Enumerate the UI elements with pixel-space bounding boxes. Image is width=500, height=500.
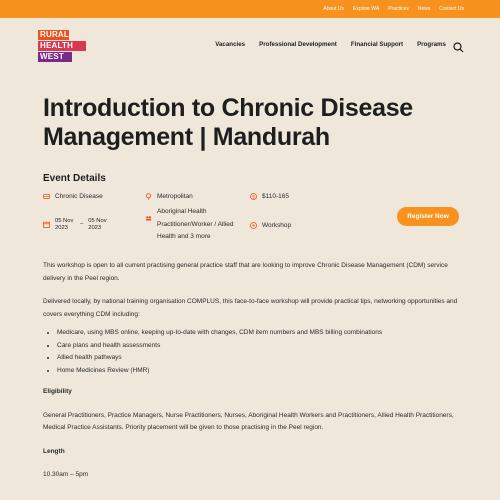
search-icon[interactable] bbox=[453, 40, 464, 51]
list-item: • Care plans and health assessments bbox=[57, 340, 461, 353]
page-title: Introduction to Chronic Disease Management | Mandurah bbox=[43, 94, 413, 151]
nav-item-professional-development[interactable]: Professional Development bbox=[259, 41, 337, 48]
logo-line-2: HEALTH bbox=[38, 41, 86, 51]
list-item: • Allied health pathways bbox=[57, 352, 461, 365]
length-heading: Length bbox=[43, 447, 65, 455]
svg-text:$: $ bbox=[251, 195, 256, 200]
eligibility-paragraph: General Practitioners, Practice Managers, Nurse Practitioners, Nurses, Aboriginal Health Workers and Practitioners, Allied Health Practitioners, Medical Practice Assistants. Priority placement will be given to those practising in the Peel region. bbox=[43, 411, 454, 431]
intro-paragraph: This workshop is open to all current practising general practice staff that are looking to improve Chronic Disease Management (CDM) service delivery in the Peel region. bbox=[43, 262, 448, 282]
top-link-explore[interactable]: Explore WA bbox=[352, 6, 380, 12]
nav-item-financial-support[interactable]: Financial Support bbox=[350, 41, 404, 48]
date-separator: – bbox=[80, 221, 84, 228]
site-logo[interactable] bbox=[38, 30, 88, 63]
event-details-heading: Event Details bbox=[43, 173, 106, 184]
event-location bbox=[145, 193, 193, 200]
topics-list bbox=[43, 327, 461, 377]
event-type bbox=[250, 222, 291, 229]
location-pin-icon bbox=[145, 193, 152, 200]
eligibility-heading: Eligibility bbox=[43, 388, 72, 395]
event-description bbox=[43, 260, 461, 482]
top-link-practices[interactable]: Practices bbox=[388, 6, 409, 12]
nav-item-programs[interactable]: Programs bbox=[417, 41, 446, 48]
event-price bbox=[250, 193, 289, 200]
main-nav bbox=[201, 41, 446, 48]
list-item: • Medicare, using MBS online, keeping up-to-date with changes, CDM item numbers and MBS billing combinations bbox=[57, 327, 461, 340]
logo-line-1: RURAL bbox=[40, 30, 69, 39]
event-audience-text: Aboriginal Health Practitioner/Worker / Allied Health and 3 more bbox=[157, 208, 234, 240]
calendar-icon bbox=[43, 221, 50, 228]
register-now-button[interactable]: Register Now bbox=[397, 207, 459, 226]
event-location-text: Metropolitan bbox=[157, 193, 193, 200]
event-category-text: Chronic Disease bbox=[55, 193, 103, 200]
event-date-start: 05 Nov 2023 bbox=[55, 218, 74, 231]
logo-line-3: WEST bbox=[38, 52, 72, 62]
event-date-end: 05 Nov 2023 bbox=[88, 218, 107, 231]
price-icon bbox=[250, 193, 257, 200]
event-dates bbox=[43, 218, 110, 231]
event-category bbox=[43, 193, 103, 200]
list-item: • Home Medicines Review (HMR) bbox=[57, 365, 461, 378]
nav-item-vacancies[interactable]: Vacancies bbox=[215, 41, 246, 48]
top-link-news[interactable]: News bbox=[417, 6, 431, 12]
people-icon bbox=[145, 215, 152, 222]
event-type-text: Workshop bbox=[262, 222, 292, 229]
length-paragraph: 10.30am – 5pm bbox=[43, 471, 89, 478]
event-audience bbox=[145, 206, 242, 244]
top-link-about[interactable]: About Us bbox=[323, 6, 344, 12]
top-link-contact[interactable]: Contact Us bbox=[439, 6, 464, 12]
tag-icon bbox=[43, 193, 50, 200]
top-utility-bar bbox=[0, 0, 500, 18]
delivered-paragraph: Delivered locally, by national training organisation COMPLUS, this face-to-face workshop will provide practical tips, networking opportunities and covers everything CDM including: bbox=[43, 298, 458, 318]
workshop-icon bbox=[250, 222, 257, 229]
event-price-text: $110-165 bbox=[262, 193, 289, 200]
